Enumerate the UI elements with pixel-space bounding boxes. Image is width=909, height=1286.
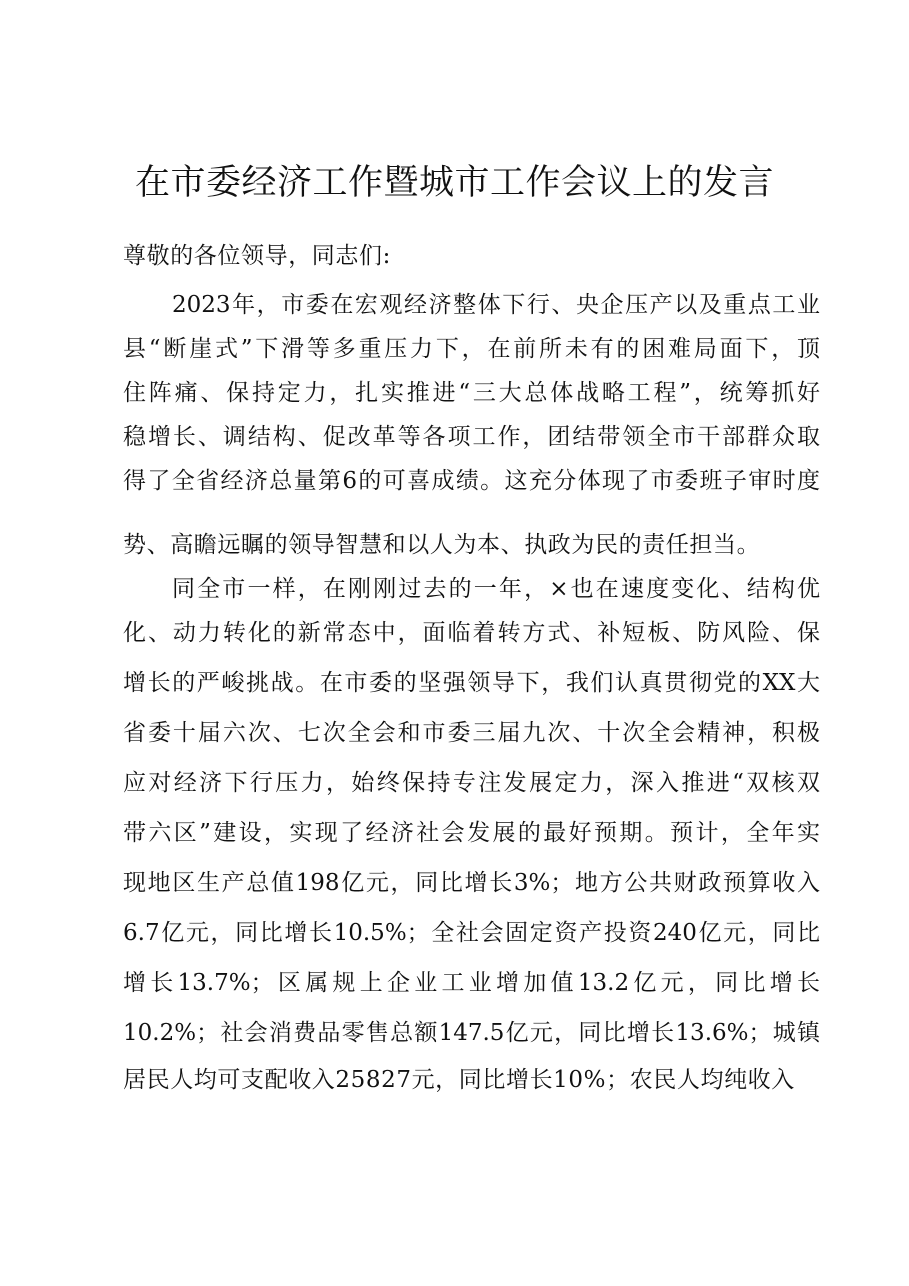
paragraph-2-line-8: 6.7亿元，同比增长10.5%；全社会固定资产投资240亿元，同比 [123,920,820,946]
paragraph-2-line-3: 增长的严峻挑战。在市委的坚强领导下，我们认真贯彻党的XX大 [123,670,820,696]
paragraph-2-line-9: 增长13.7%；区属规上企业工业增加值13.2亿元，同比增长 [123,970,820,996]
paragraph-2-line-7: 现地区生产总值198亿元，同比增长3%；地方公共财政预算收入 [123,870,820,896]
paragraph-2-line-6: 带六区”建设，实现了经济社会发展的最好预期。预计，全年实 [123,820,820,846]
paragraph-1-line-4: 稳增长、调结构、促改革等各项工作，团结带领全市干部群众取 [123,424,820,450]
document-title: 在市委经济工作暨城市工作会议上的发言 [134,163,774,203]
paragraph-1-line-3: 住阵痛、保持定力，扎实推进“三大总体战略工程”，统筹抓好 [123,380,820,406]
paragraph-2-line-2: 化、动力转化的新常态中，面临着转方式、补短板、防风险、保 [123,620,820,646]
paragraph-1-line-1: 2023年，市委在宏观经济整体下行、央企压产以及重点工业 [172,292,820,318]
paragraph-1-line-2: 县“断崖式”下滑等多重压力下，在前所未有的困难局面下，顶 [123,336,820,362]
paragraph-2-line-11: 居民人均可支配收入25827元，同比增长10%；农民人均纯收入 [123,1067,795,1093]
paragraph-2-line-4: 省委十届六次、七次全会和市委三届九次、十次全会精神，积极 [123,720,820,746]
paragraph-1-line-6: 势、高瞻远瞩的领导智慧和以人为本、执政为民的责任担当。 [123,532,761,558]
paragraph-2-line-5: 应对经济下行压力，始终保持专注发展定力，深入推进“双核双 [123,770,820,796]
paragraph-2-line-1: 同全市一样，在刚刚过去的一年，×也在速度变化、结构优 [172,576,820,602]
salutation: 尊敬的各位领导，同志们: [123,243,391,269]
paragraph-1-line-5: 得了全省经济总量第6的可喜成绩。这充分体现了市委班子审时度 [123,468,820,494]
paragraph-2-line-10: 10.2%；社会消费品零售总额147.5亿元，同比增长13.6%；城镇 [123,1020,820,1046]
